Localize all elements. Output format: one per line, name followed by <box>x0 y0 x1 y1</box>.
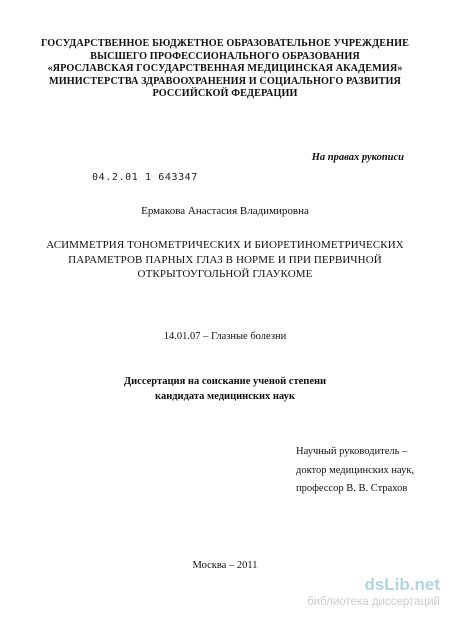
institution-header <box>0 38 450 101</box>
supervisor-block <box>296 443 414 499</box>
title-line: ПАРАМЕТРОВ ПАРНЫХ ГЛАЗ В НОРМЕ И ПРИ ПЕРВИЧНОЙ <box>68 253 382 266</box>
rights-note: На правах рукописи <box>311 152 404 163</box>
author-name: Ермакова Анастасия Владимировна <box>141 205 309 217</box>
degree-line: Диссертация на соискание ученой степени <box>123 376 327 387</box>
title-line: АСИММЕТРИЯ ТОНОМЕТРИЧЕСКИХ И БИОРЕТИНОМЕТРИЧЕСКИХ <box>46 239 404 251</box>
supervisor-line: профессор В. В. Страхов <box>296 483 408 494</box>
institution-line: РОССИЙСКОЙ ФЕДЕРАЦИИ <box>152 88 298 100</box>
institution-line: ГОСУДАРСТВЕННОЕ БЮДЖЕТНОЕ ОБРАЗОВАТЕЛЬНОЕ УЧРЕЖДЕНИЕ <box>40 38 410 49</box>
watermark-brand: dsLib.net <box>364 575 440 594</box>
institution-line: «ЯРОСЛАВСКАЯ ГОСУДАРСТВЕННАЯ МЕДИЦИНСКАЯ АКАДЕМИЯ» <box>47 63 403 75</box>
institution-line: ВЫСШЕГО ПРОФЕССИОНАЛЬНОГО ОБРАЗОВАНИЯ <box>90 50 360 62</box>
supervisor-line: Научный руководитель – <box>296 446 408 457</box>
institution-line: МИНИСТЕРСТВА ЗДРАВООХРАНЕНИЯ И СОЦИАЛЬНОГО РАЗВИТИЯ <box>48 75 401 87</box>
dissertation-title <box>0 238 450 282</box>
degree-line: кандидата медицинских наук <box>155 390 295 402</box>
title-line: ОТКРЫТОУГОЛЬНОЙ ГЛАУКОМЕ <box>137 268 313 281</box>
watermark-tagline: библиотека диссертаций <box>307 596 440 608</box>
specialty-code: 14.01.07 – Глазные болезни <box>163 331 287 342</box>
supervisor-line: доктор медицинских наук, <box>296 464 415 476</box>
watermark-logo <box>250 575 440 615</box>
city-year: Москва – 2011 <box>192 560 258 571</box>
degree-statement <box>0 375 450 404</box>
archive-stamp-number: 04.2.01 1 643347 <box>92 172 198 183</box>
